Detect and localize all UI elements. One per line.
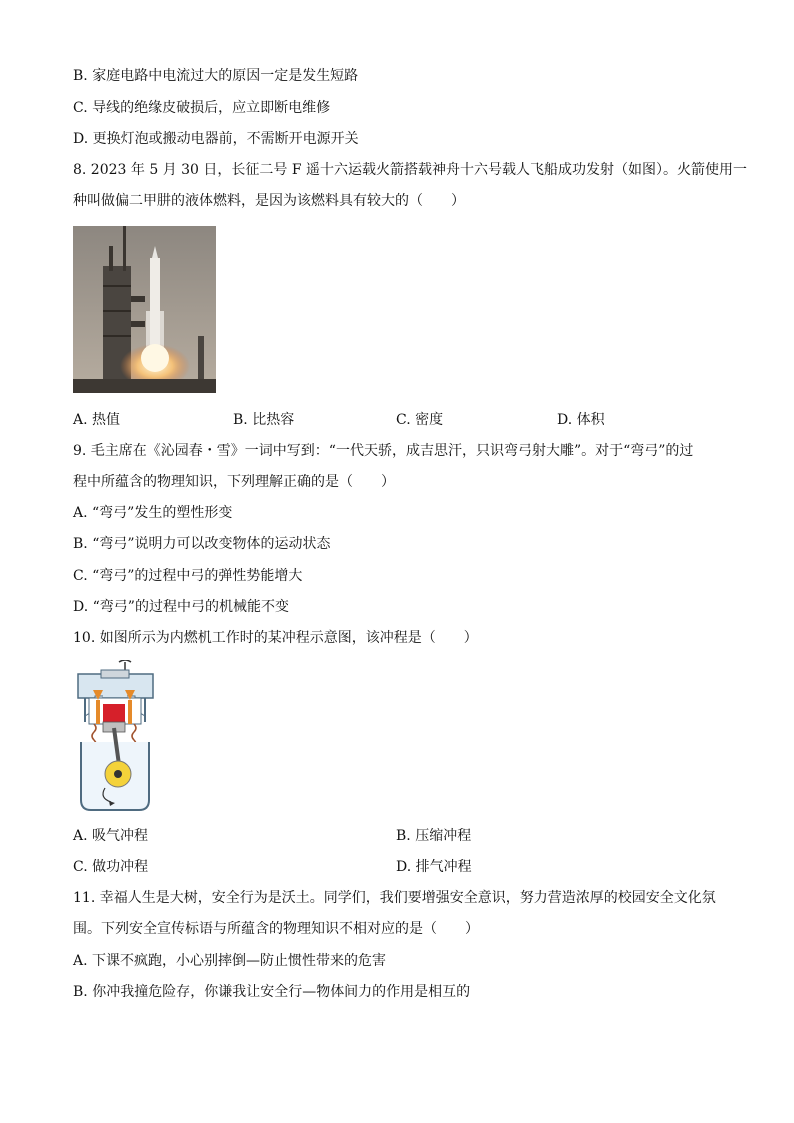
q7-option-c: C. 导线的绝缘皮破损后，应立即断电维修 [73, 100, 331, 116]
q8-option-d: D. 体积 [557, 412, 605, 428]
q10-option-a: A. 吸气冲程 [73, 828, 149, 844]
q11-stem-line2: 围。下列安全宣传标语与所蕴含的物理知识不相对应的是（ ） [73, 921, 479, 937]
q10-option-c: C. 做功冲程 [73, 859, 149, 875]
q8-stem-line1: 8. 2023 年 5 月 30 日，长征二号 F 遥十六运载火箭搭载神舟十六号载人飞船成功发射（如图）。火箭使用一 [73, 162, 748, 178]
q10-option-d: D. 排气冲程 [396, 859, 472, 875]
q9-option-d: D. “弯弓”的过程中弓的机械能不变 [73, 599, 289, 615]
q7-option-d: D. 更换灯泡或搬动电器前，不需断开电源开关 [73, 131, 359, 147]
q9-option-c: C. “弯弓”的过程中弓的弹性势能增大 [73, 568, 303, 584]
q8-option-a: A. 热值 [73, 412, 121, 428]
q8-option-c: C. 密度 [396, 412, 444, 428]
q11-option-a: A. 下课不疯跑，小心别摔倒—防止惯性带来的危害 [73, 953, 387, 969]
q8-option-b: B. 比热容 [233, 412, 295, 428]
q11-stem-line1: 11. 幸福人生是大树，安全行为是沃土。同学们，我们要增强安全意识，努力营造浓厚的校园安全文化氛 [73, 890, 716, 906]
q9-option-a: A. “弯弓”发生的塑性形变 [73, 505, 233, 521]
q10-stem: 10. 如图所示为内燃机工作时的某冲程示意图，该冲程是（ ） [73, 630, 478, 646]
engine-stroke-diagram [73, 660, 158, 815]
rocket-launch-photo [73, 226, 216, 393]
q11-option-b: B. 你冲我撞危险存，你谦我让安全行—物体间力的作用是相互的 [73, 984, 471, 1000]
q10-option-b: B. 压缩冲程 [396, 828, 472, 844]
q9-stem-line1: 9. 毛主席在《沁园春・雪》一词中写到：“一代天骄，成吉思汗，只识弯弓射大雕”。对于“弯弓”的过 [73, 443, 694, 459]
q8-stem-line2: 种叫做偏二甲肼的液体燃料，是因为该燃料具有较大的（ ） [73, 193, 465, 209]
q9-stem-line2: 程中所蕴含的物理知识，下列理解正确的是（ ） [73, 474, 395, 490]
q7-option-b: B. 家庭电路中电流过大的原因一定是发生短路 [73, 68, 359, 84]
q9-option-b: B. “弯弓”说明力可以改变物体的运动状态 [73, 536, 331, 552]
